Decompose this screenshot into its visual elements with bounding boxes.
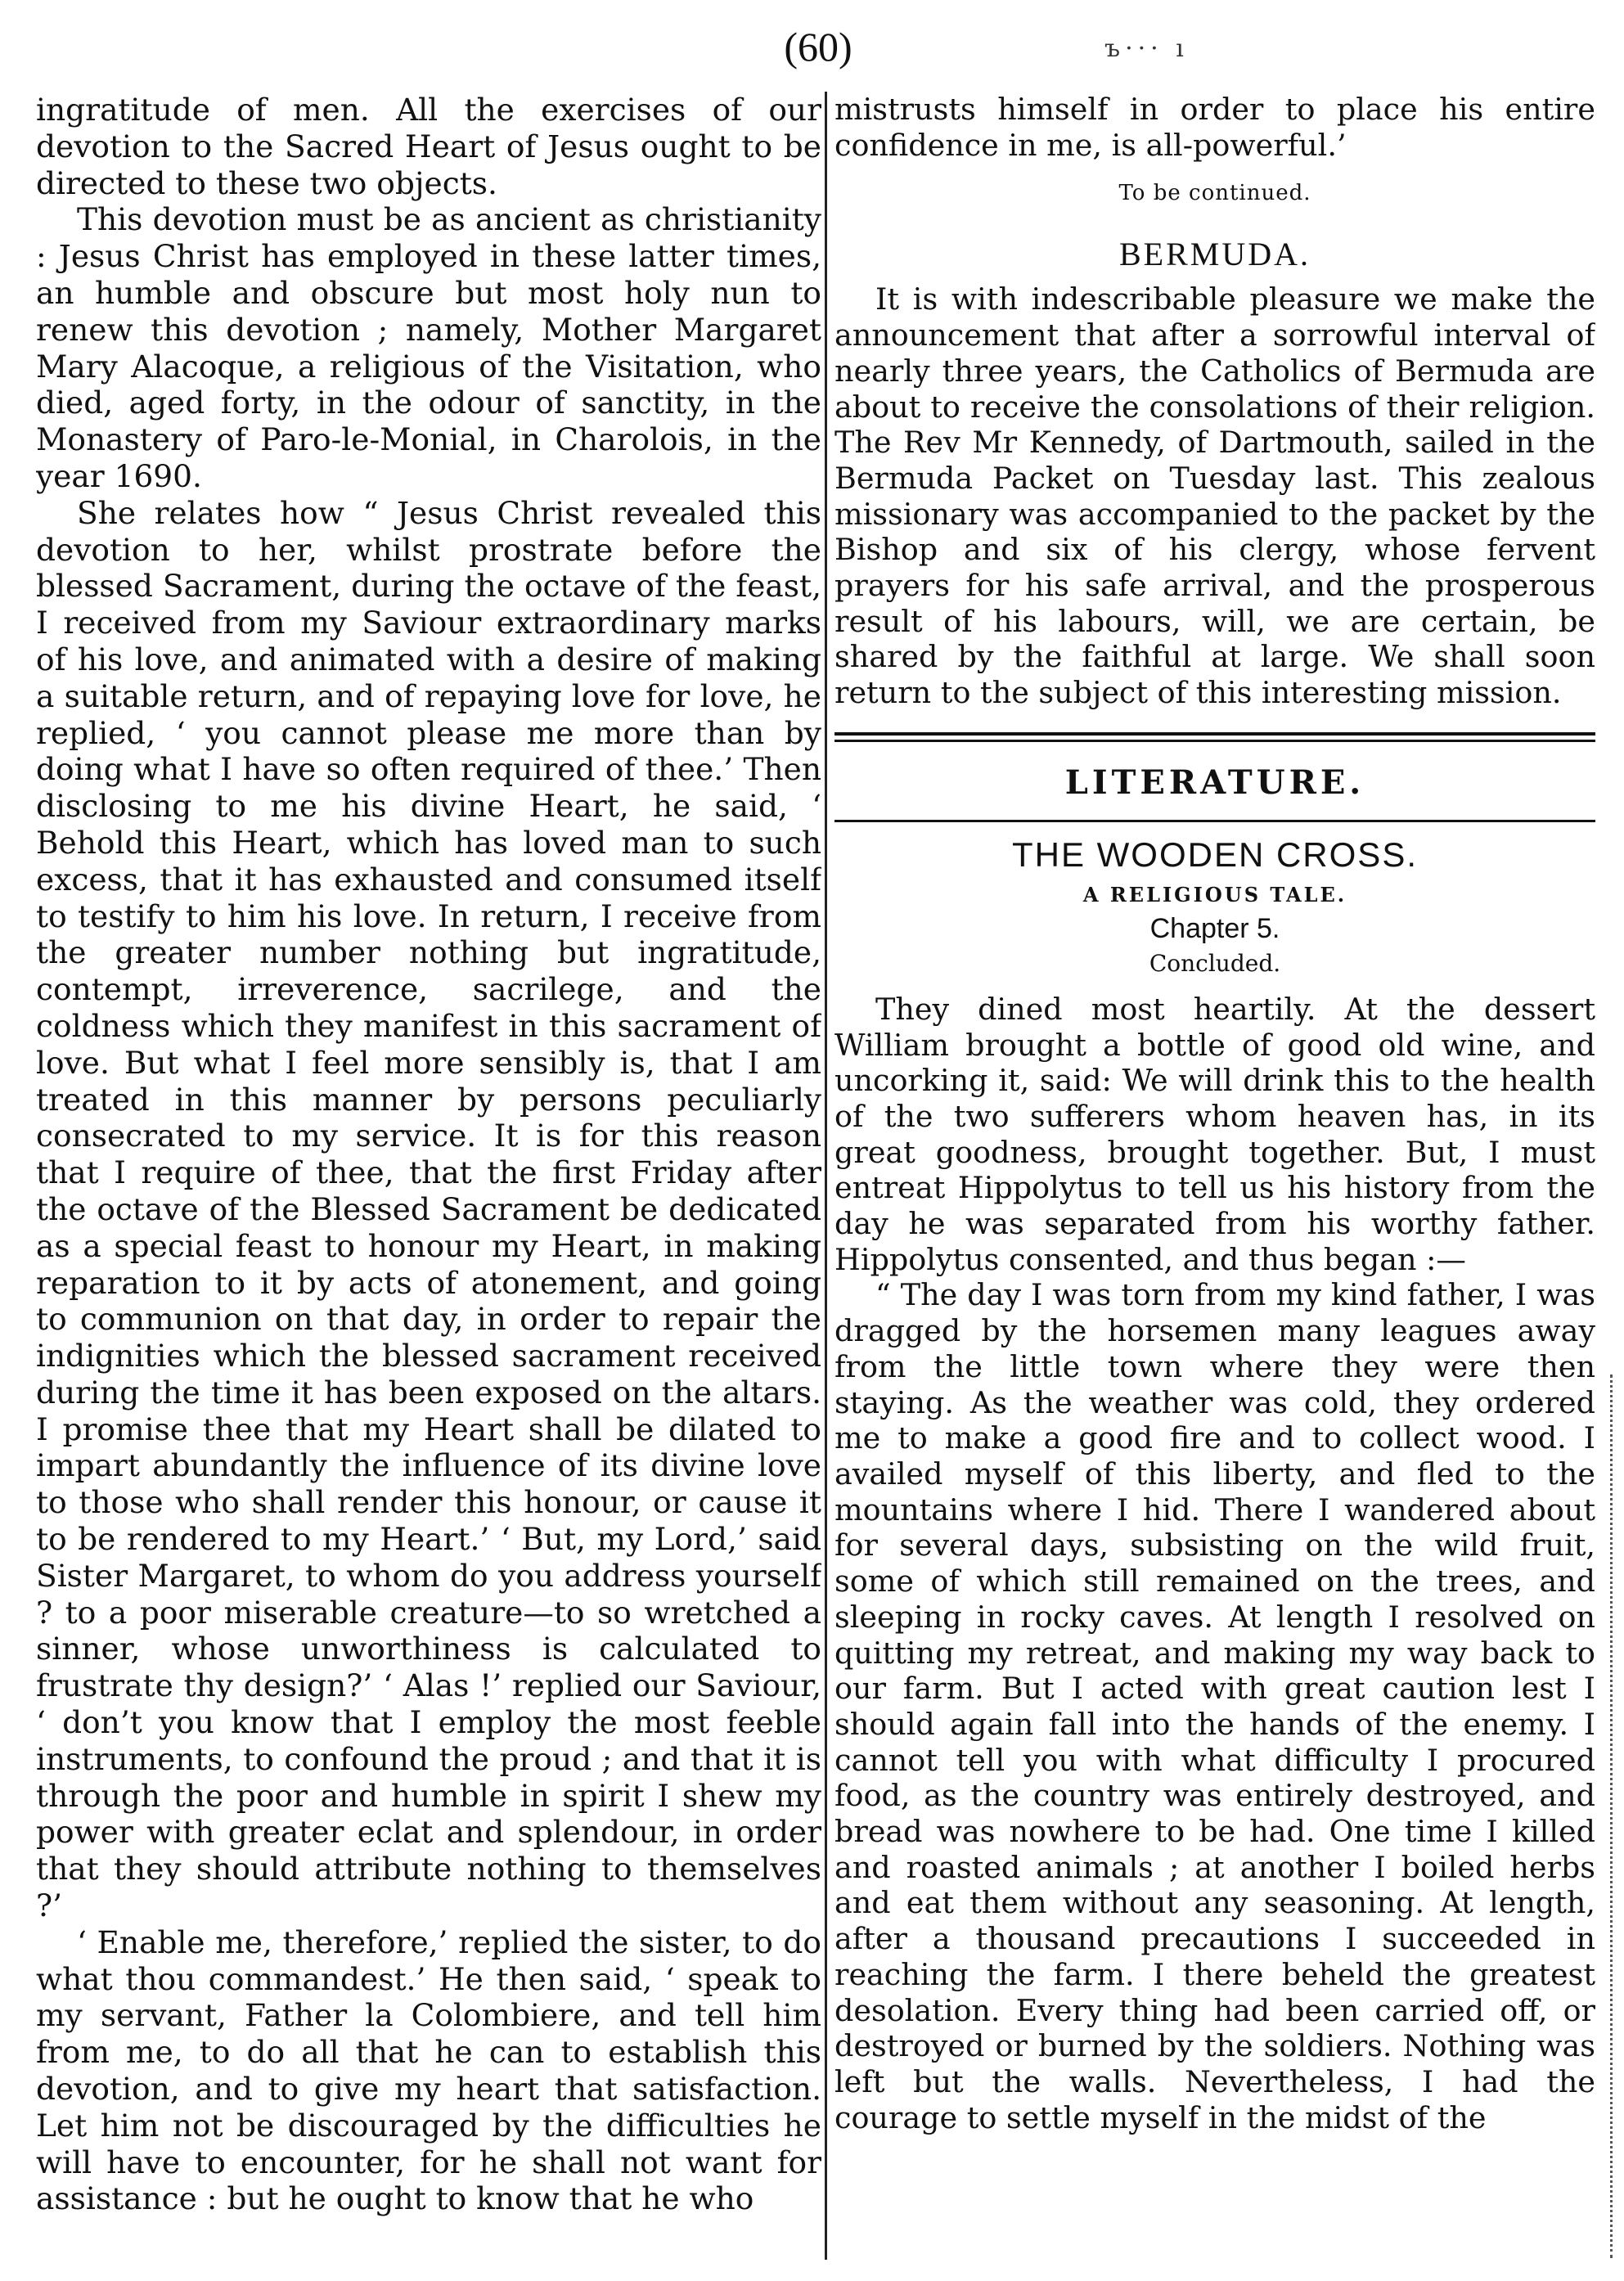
column-divider <box>825 92 827 2260</box>
story-paragraph: “ The day I was torn from my kind father, I was dragged by the horsemen many leagues away from the little town where they were then staying. As the weather was cold, they ordered me to make a good fire and to collect wood. I availed myself of this liberty, and fled to the mountains where I hid. There I wandered about for several days, subsisting on the wild fruit, some of which still remained on the trees, and sleeping in rocky caves. At length I resolved on quitting my retreat, and making my way back to our farm. But I acted with great caution lest I should again fall into the hands of the enemy. I cannot tell you with what difficulty I procured food, as the country was entirely destroyed, and bread was nowhere to be had. One time I killed and roasted animals ; at another I boiled herbs and eat them without any seasoning. At length, after a thousand precautions I succeeded in reaching the farm. I there beheld the greatest desolation. Every thing had been carried off, or destroyed or burned by the soldiers. Nothing was left but the walls. Nevertheless, I had the courage to settle myself in the midst of the <box>834 1277 1595 2135</box>
chapter-heading: Chapter 5. <box>1149 912 1280 944</box>
to-be-continued: To be continued. <box>1118 181 1311 206</box>
story-subtitle: A RELIGIOUS TALE. <box>1082 882 1347 907</box>
story-title: THE WOODEN CROSS. <box>1011 835 1419 874</box>
story-paragraph: They dined most heartily. At the dessert William brought a bottle of good old wine, and uncorking it, said: We will drink this to the health of the two sufferers whom heaven has, in its great goodness, brought together. But, I must entreat Hippolytus to tell us his history from the day he was separated from his worthy father. Hippolytus consented, and thus began :— <box>834 991 1595 1277</box>
paragraph: She relates how “ Jesus Christ revealed this devotion to her, whilst prostrate before the blessed Sacrament, during the octave of the feast, I received from my Saviour extraordinary marks of his love, and animated with a desire of making a suitable return, and of repaying love for love, he replied, ‘ you cannot please me more than by doing what I have so often required of thee.’ Then disclosing to me his divine Heart, he said, ‘ Behold this Heart, which has loved man to such excess, that it has exhausted and consumed itself to testify to him his love. In return, I receive from the greater number nothing but ingratitude, contempt, irreverence, sacrilege, and the coldness which they manifest in this sacrament of love. But what I feel more sensibly is, that I am treated in this manner by persons peculiarly consecrated to my service. It is for this reason that I require of thee, that the first Friday after the octave of the Blessed Sacrament be dedicated as a special feast to honour my Heart, in making reparation to it by acts of atonement, and going to communion on that day, in order to repair the indignities which the blessed sacrament received during the time it has been exposed on the altars. I promise thee that my Heart shall be dilated to impart abundantly the influence of its divine love to those who shall render this honour, or cause it to be rendered to my Heart.’ ‘ But, my Lord,’ said Sister Margaret, to whom do you address yourself ? to a poor miserable creature—to so wretched a sinner, whose unworthiness is calculated to frustrate thy design?’ ‘ Alas !’ replied our Saviour, ‘ don’t you know that I employ the most feeble instruments, to confound the proud ; and that it is through the poor and humble in spirit I shew my power with greater eclat and splendour, in order that they should attribute nothing to themselves ?’ <box>36 494 821 1924</box>
right-column <box>834 92 1595 2268</box>
continuation-text: mistrusts himself in order to place his entire confidence in me, is all-powerful.’ <box>834 92 1595 163</box>
literature-heading: LITERATURE. <box>1064 763 1365 802</box>
header-mark: ъ··· ı <box>1104 34 1189 63</box>
concluded-label: Concluded. <box>1149 949 1281 977</box>
paragraph: ingratitude of men. All the exercises of our devotion to the Sacred Heart of Jesus ought to be directed to these two objects. <box>36 92 821 201</box>
section-rule <box>834 820 1595 822</box>
paragraph: ‘ Enable me, therefore,’ replied the sister, to do what thou commandest.’ He then said, ‘ speak to my servant, Father la Colombiere, and tell him from me, to do all that he can to establish this devotion, and to give my heart that satisfaction. Let him not be discouraged by the difficulties he will have to encounter, for he shall not want for assistance : but he ought to know that he who <box>36 1923 821 2217</box>
left-column <box>36 92 821 2268</box>
page-number: (60) <box>784 24 852 70</box>
paragraph: This devotion must be as ancient as christianity : Jesus Christ has employed in these latter times, an humble and obscure but most holy nun to renew this devotion ; namely, Mother Margaret Mary Alacoque, a religious of the Visitation, who died, aged forty, in the odour of sanctity, in the Monastery of Paro-le-Monial, in Charolois, in the year 1690. <box>36 201 821 494</box>
page-edge-mark <box>1610 1374 1615 2258</box>
bermuda-heading: BERMUDA. <box>1118 236 1311 273</box>
bermuda-article: It is with indescribable pleasure we make the announcement that after a sorrowful interval of nearly three years, the Catholics of Bermuda are about to receive the consolations of their religion. The Rev Mr Kennedy, of Dartmouth, sailed in the Bermuda Packet on Tuesday last. This zealous missionary was accompanied to the packet by the Bishop and six of his clergy, whose fervent prayers for his safe arrival, and the prosperous result of his labours, will, we are certain, be shared by the faithful at large. We shall soon return to the subject of this interesting mission. <box>834 281 1595 711</box>
section-rule <box>834 732 1595 742</box>
